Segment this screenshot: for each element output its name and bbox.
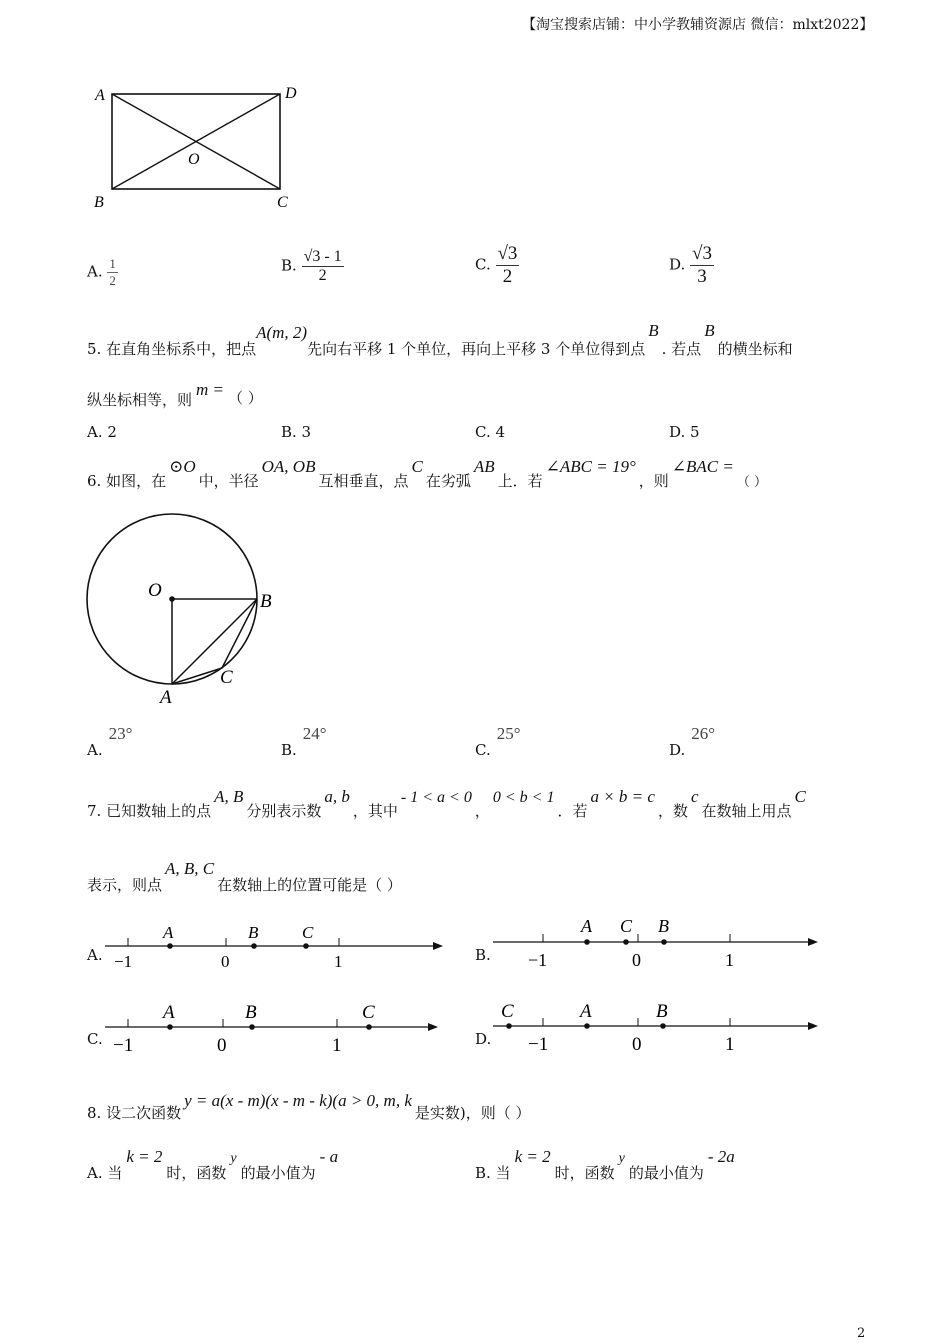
number-line-c — [100, 998, 450, 1058]
q4-option-a: A. $\frac{1}{2}$ — [87, 256, 116, 288]
q8-option-a: A. 当k = 2时，函数y的最小值为- a — [87, 1147, 339, 1182]
point-c — [366, 1024, 372, 1030]
label-b: B — [94, 194, 104, 211]
chord-bc — [222, 599, 257, 668]
rectangle-figure — [85, 78, 315, 218]
q5-option-b: B. 3 — [281, 423, 312, 441]
tick-label-1: 1 — [334, 952, 343, 971]
label-a: A — [160, 687, 172, 708]
label-b: B — [260, 591, 272, 612]
point-c — [506, 1023, 512, 1029]
label-d: D — [285, 85, 297, 102]
number-line-a — [100, 918, 450, 973]
tick-label-neg1: −1 — [528, 1034, 549, 1055]
point-label-a: A — [580, 1001, 592, 1022]
q6-stem: 6. 如图，在⊙O中，半径OA, OB互相垂直，点C在劣弧AB上．若∠ABC = 19°，则∠BAC =（ ） — [87, 457, 767, 490]
tick-label-0: 0 — [221, 952, 230, 971]
point-b — [661, 939, 667, 945]
number-line-d — [488, 996, 828, 1058]
point-a — [584, 1023, 590, 1029]
point-c — [303, 943, 309, 949]
q4-option-b: B. $\frac{√3 - 1}{2}$ — [281, 248, 342, 284]
q7-option-d-letter: D. — [475, 1030, 492, 1048]
q5-option-a: A. 2 — [87, 423, 117, 441]
point-label-b: B — [658, 916, 669, 936]
q5-line1: 5. 在直角坐标系中，把点A(m, 2)先向右平移 1 个单位，再向上平移 3 个单位得到点B. 若点B的横坐标和 — [87, 321, 793, 358]
q7-line1: 7. 已知数轴上的点A, B分别表示数a, b，其中- 1 < a < 0，0 < b < 1．若a × b = c，数c在数轴上用点C — [87, 787, 806, 820]
chord-ab — [172, 599, 257, 684]
tick-label-0: 0 — [632, 950, 641, 970]
q7-option-a-letter: A. — [87, 946, 103, 964]
point-label-b: B — [248, 923, 259, 942]
tick-label-neg1: −1 — [114, 952, 133, 971]
tick-label-0: 0 — [632, 1034, 642, 1055]
point-b — [660, 1023, 666, 1029]
point-c — [623, 939, 629, 945]
point-label-c: C — [620, 916, 633, 936]
label-c: C — [220, 667, 233, 688]
point-label-a: A — [581, 916, 592, 936]
q6-option-a: A.23° — [87, 724, 133, 759]
point-b — [249, 1024, 255, 1030]
tick-label-1: 1 — [725, 1034, 735, 1055]
q8-option-b: B. 当k = 2时，函数y的最小值为- 2a — [475, 1147, 735, 1182]
q8-stem: 8. 设二次函数y = a(x - m)(x - m - k)(a > 0, m, k是实数)，则（ ） — [87, 1091, 531, 1122]
point-label-a: A — [163, 1002, 175, 1023]
point-label-b: B — [245, 1002, 257, 1023]
q5-line2: 纵坐标相等，则m = （ ） — [87, 380, 263, 409]
number-line-b — [488, 913, 828, 973]
q7-line2: 表示，则点A, B, C在数轴上的位置可能是（ ） — [87, 859, 402, 894]
tick-label-neg1: −1 — [113, 1035, 134, 1056]
point-label-c: C — [302, 923, 314, 942]
q6-option-d: D.26° — [669, 724, 716, 759]
point-label-b: B — [656, 1001, 668, 1022]
point-a — [167, 943, 173, 949]
label-c: C — [277, 194, 288, 211]
circle-figure — [78, 505, 288, 715]
tick-label-1: 1 — [725, 950, 734, 970]
q5-option-c: C. 4 — [475, 423, 506, 441]
q4-option-c: C. $\frac{√3}{2}$ — [475, 243, 518, 287]
q4-option-d: D. $\frac{√3}{3}$ — [669, 243, 712, 287]
q7-option-c-letter: C. — [87, 1030, 103, 1048]
center-dot — [169, 596, 175, 602]
q7-option-b-letter: B. — [475, 946, 491, 964]
point-label-c: C — [362, 1002, 375, 1023]
point-b — [251, 943, 257, 949]
label-o: O — [188, 151, 200, 168]
q6-option-c: C.25° — [475, 724, 521, 759]
tick-label-neg1: −1 — [528, 950, 548, 970]
point-a — [584, 939, 590, 945]
page-number: 2 — [857, 1326, 866, 1341]
label-a: A — [95, 87, 105, 104]
point-label-a: A — [163, 923, 174, 942]
page-header: 【淘宝搜索店铺：中小学教辅资源店 微信：mlxt2022】 — [522, 17, 874, 33]
point-label-c: C — [501, 1001, 514, 1022]
tick-label-0: 0 — [217, 1035, 227, 1056]
point-a — [167, 1024, 173, 1030]
q5-option-d: D. 5 — [669, 423, 700, 441]
q6-option-b: B.24° — [281, 724, 327, 759]
tick-label-1: 1 — [332, 1035, 342, 1056]
label-o: O — [148, 580, 162, 601]
